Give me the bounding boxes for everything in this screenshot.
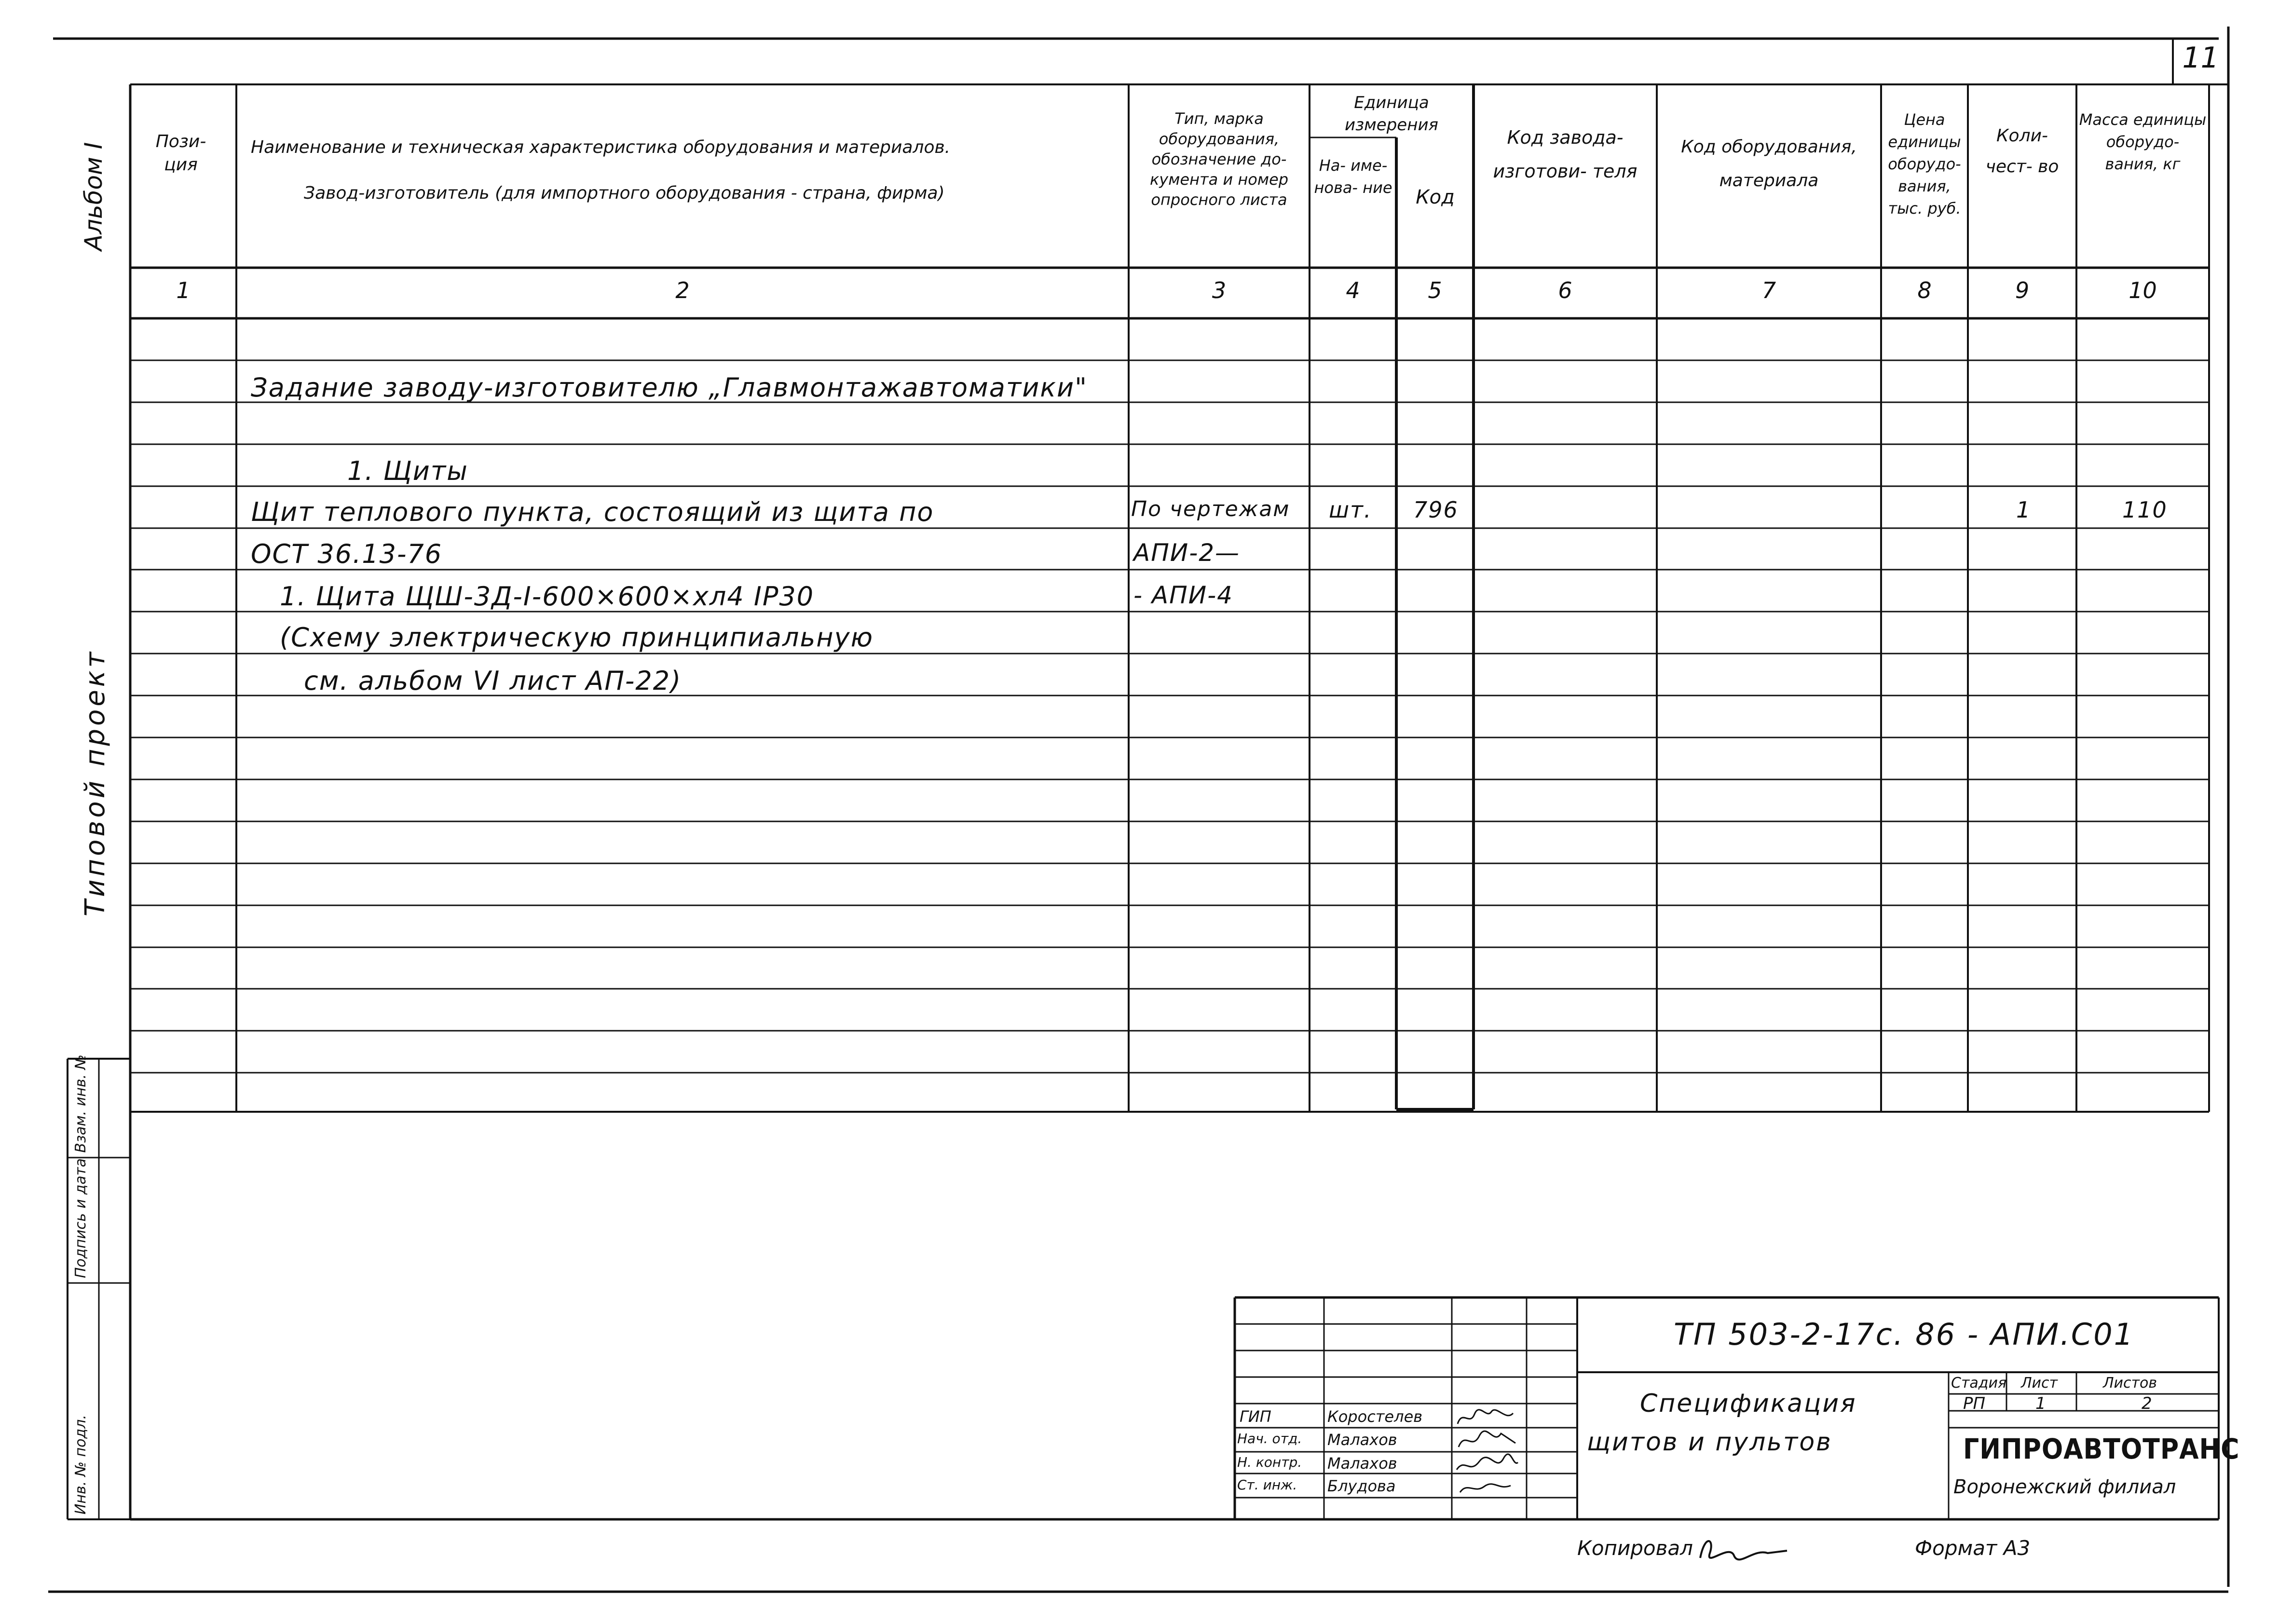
col-number: 9 xyxy=(2015,277,2030,303)
staff-role: Ст. инж. xyxy=(1237,1477,1297,1493)
stage-value: РП xyxy=(1963,1394,1986,1413)
table-row-section-title: 1. Щиты xyxy=(347,456,468,486)
staff-role: ГИП xyxy=(1240,1407,1271,1426)
stamp-inv-podl: Инв. № подл. xyxy=(72,1415,89,1515)
table-row-panel: 1. Щита ЩШ-3Д-I-600×600×хл4 IР30 xyxy=(280,581,815,612)
table-row-item-name: Щит теплового пункта, состоящий из щита по xyxy=(251,497,934,527)
document-code: ТП 503-2-17с. 86 - АПИ.С01 xyxy=(1674,1317,2135,1352)
header-name-line1: Наименование и техническая характеристика оборудования и материалов. xyxy=(251,137,951,157)
table-row-item-qty: 1 xyxy=(2016,497,2032,523)
table-row-standard: ОСТ 36.13-76 xyxy=(251,539,443,569)
album-label: Альбом I xyxy=(80,142,108,251)
document-title-line1: Спецификация xyxy=(1640,1389,1857,1418)
sheet-value: 1 xyxy=(2035,1394,2046,1413)
signatures xyxy=(1453,1405,1525,1499)
sheets-label: Листов xyxy=(2103,1375,2157,1392)
table-row-scheme-note: (Схему электрическую принципиальную xyxy=(280,622,874,653)
header-price: Цена единицы оборудо- вания, тыс. руб. xyxy=(1888,110,1961,218)
col-number: 6 xyxy=(1558,277,1572,303)
stamp-vzam-inv: Взам. инв. № xyxy=(72,1054,89,1153)
header-type: Тип, марка оборудования, обозначение до- кумента и номер опросного листа xyxy=(1149,109,1289,209)
document-title-line2: щитов и пультов xyxy=(1587,1428,1832,1457)
header-factory-code: Код завода- изготови- теля xyxy=(1493,127,1638,182)
copier-signature xyxy=(1695,1529,1792,1568)
paper-format: Формат А3 xyxy=(1915,1536,2031,1560)
table-row-panel-type: - АПИ-4 xyxy=(1133,581,1233,609)
stamp-signature-date: Подпись и дата xyxy=(72,1158,89,1278)
page-number: 11 xyxy=(2182,41,2219,75)
header-position: Пози- ция xyxy=(155,132,206,175)
header-unit-code: Код xyxy=(1416,186,1455,208)
header-quantity: Коли- чест- во xyxy=(1985,126,2059,177)
table-row-item-type: По чертежам xyxy=(1131,497,1290,521)
copied-by-label: Копировал xyxy=(1577,1536,1693,1560)
sheet-label: Лист xyxy=(2021,1375,2058,1392)
table-row-task-header: Задание заводу-изготовителю „Главмонтажавтоматики" xyxy=(251,372,1088,403)
table-row-standard-type: АПИ-2— xyxy=(1133,539,1241,567)
header-unit-name: На- име- нова- ние xyxy=(1314,156,1392,197)
branch-name: Воронежский филиал xyxy=(1953,1476,2176,1498)
col-number: 2 xyxy=(675,277,690,303)
staff-name: Блудова xyxy=(1327,1477,1396,1495)
header-name-line2: Завод-изготовитель (для импортного оборудования - страна, фирма) xyxy=(304,183,945,203)
col-number: 4 xyxy=(1346,277,1360,303)
table-row-item-mass: 110 xyxy=(2122,497,2168,523)
sheets-value: 2 xyxy=(2142,1394,2152,1413)
header-mass: Масса единицы оборудо- вания, кг xyxy=(2079,110,2207,173)
table-row-item-unit: шт. xyxy=(1329,497,1372,523)
col-number: 10 xyxy=(2129,277,2157,303)
stage-label: Стадия xyxy=(1951,1375,2007,1392)
organization-name: ГИПРОАВТОТРАНС xyxy=(1963,1433,2240,1465)
header-equipment-code: Код оборудования, материала xyxy=(1681,137,1857,191)
table-row-item-code: 796 xyxy=(1413,497,1459,523)
header-unit-group: Единица измерения xyxy=(1344,93,1439,135)
col-number: 7 xyxy=(1761,277,1776,303)
staff-role: Н. контр. xyxy=(1237,1454,1302,1470)
col-number: 1 xyxy=(176,277,191,303)
col-number: 3 xyxy=(1212,277,1227,303)
table-row-album-ref: см. альбом VI лист АП-22) xyxy=(304,666,682,696)
project-label: Типовой проект xyxy=(80,649,111,916)
col-number: 5 xyxy=(1428,277,1442,303)
staff-name: Малахов xyxy=(1327,1454,1397,1473)
staff-role: Нач. отд. xyxy=(1237,1431,1302,1447)
col-number: 8 xyxy=(1917,277,1932,303)
staff-name: Малахов xyxy=(1327,1431,1397,1449)
staff-name: Коростелев xyxy=(1327,1407,1423,1426)
